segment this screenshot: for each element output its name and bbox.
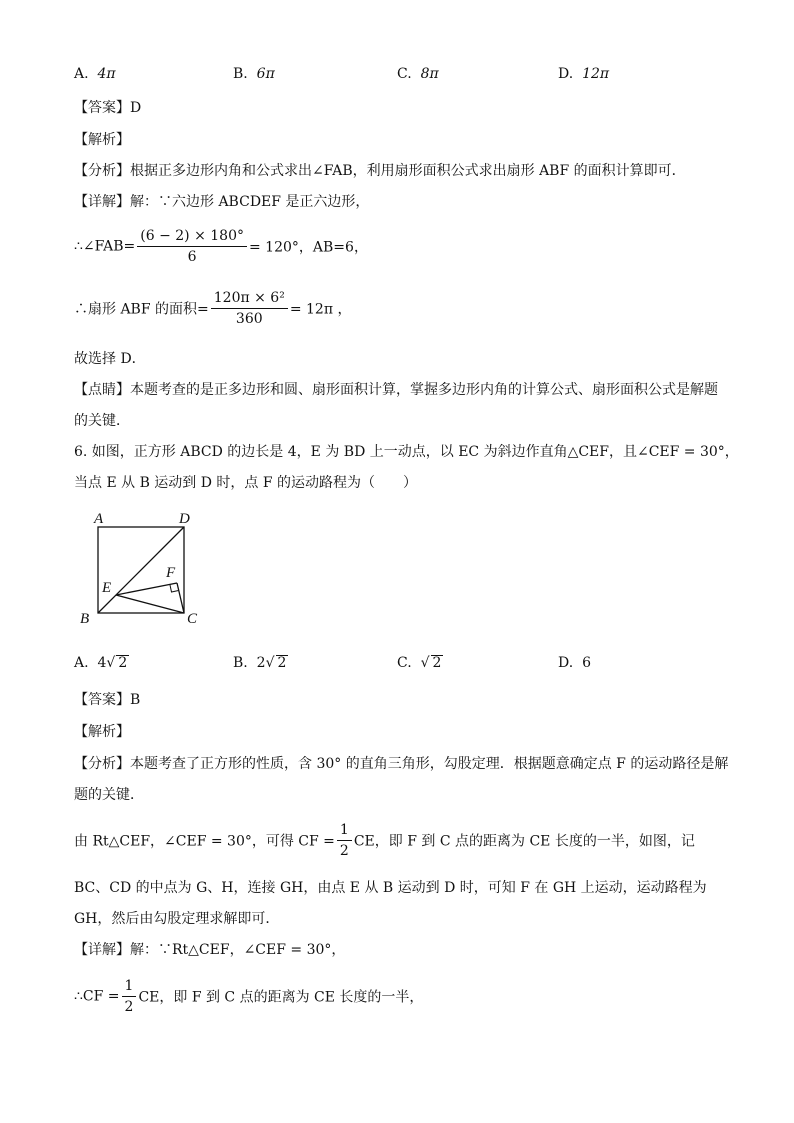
q6-eq-fraction: $\frac{1}{2}$ — [122, 976, 137, 1017]
q6-square-figure — [74, 505, 214, 630]
q5-detail-line1: 【详解】解：∵六边形 ABCDEF 是正六边形， — [74, 194, 370, 210]
q5-analysis-tag: 【解析】 — [74, 132, 130, 148]
q5-option-d: D. 12π — [558, 66, 610, 82]
q5-choose: 故选择 D． — [74, 351, 146, 367]
q5-option-b: B. 6π — [233, 66, 275, 82]
q6-equation-cf: ∴CF = $\frac{1}{2}$ CE，即 F 到 C 点的距离为 CE 长度的一半， — [74, 978, 424, 1015]
q6-detail-line1: 【详解】解：∵Rt△CEF，∠CEF = 30°， — [74, 942, 346, 958]
q5-option-c: C. 8π — [397, 66, 439, 82]
q5-dianjing: 【点睛】本题考查的是正多边形和圆、扇形面积计算，掌握多边形内角的计算公式、扇形面积公式是解题 — [74, 382, 718, 398]
q6-stem-line1: 6. 如图，正方形 ABCD 的边长是 4，E 为 BD 上一动点，以 EC 为斜边作直角△CEF，且∠CEF = 30°， — [74, 444, 739, 460]
q6-answer: 【答案】B — [74, 692, 141, 708]
figure-label-c: C — [187, 611, 198, 627]
figure-label-f: F — [166, 565, 176, 581]
q6-para1: 由 Rt△CEF，∠CEF = 30°，可得 CF = $\frac{1}{2}$ CE，即 F 到 C 点的距离为 CE 长度的一半，如图，记 — [74, 822, 695, 859]
figure-label-d: D — [179, 511, 190, 527]
q5-fenxi: 【分析】根据正多边形内角和公式求出∠FAB，利用扇形面积公式求出扇形 ABF 的面积计算即可． — [74, 163, 686, 179]
q5-eq1-fraction: $\frac{(6 - 2) \times 180^\circ}{6}$ — [137, 226, 247, 267]
q6-fenxi-cont: 题的关键． — [74, 787, 144, 803]
figure-label-a: A — [94, 511, 104, 527]
q6-option-d: D. 6 — [558, 655, 592, 671]
figure-label-b: B — [80, 611, 90, 627]
q5-equation-area: ∴扇形 ABF 的面积= $\frac{\text{120π × 6²}}{360}$ = 12π ， — [74, 290, 352, 327]
q5-answer: 【答案】D — [74, 100, 142, 116]
q6-para3: GH，然后由勾股定理求解即可． — [74, 911, 280, 927]
q6-option-c: C. √ 2 — [397, 655, 442, 671]
q6-option-b: B. 2√ 2 — [233, 655, 287, 671]
q5-eq2-fraction: $\frac{\text{120π × 6²}}{360}$ — [211, 288, 288, 329]
q6-analysis-tag: 【解析】 — [74, 724, 130, 740]
q6-fenxi: 【分析】本题考查了正方形的性质，含 30° 的直角三角形，勾股定理．根据题意确定点 F 的运动路径是解 — [74, 756, 729, 772]
q6-para1-fraction: $\frac{1}{2}$ — [337, 820, 352, 861]
figure-label-e: E — [102, 580, 112, 596]
q6-para2: BC、CD 的中点为 G、H，连接 GH，由点 E 从 B 运动到 D 时，可知 F 在 GH 上运动，运动路程为 — [74, 880, 707, 896]
q5-equation-angle: ∴∠FAB= $\frac{(6 - 2) \times 180^\circ}{6}$ = 120°，AB=6， — [74, 228, 368, 265]
q6-stem-line2: 当点 E 从 B 运动到 D 时，点 F 的运动路程为（ ） — [74, 475, 418, 491]
q5-option-a: A. 4π — [74, 66, 116, 82]
q5-dianjing-cont: 的关键． — [74, 413, 130, 429]
q6-option-a: A. 4√ 2 — [74, 655, 128, 671]
